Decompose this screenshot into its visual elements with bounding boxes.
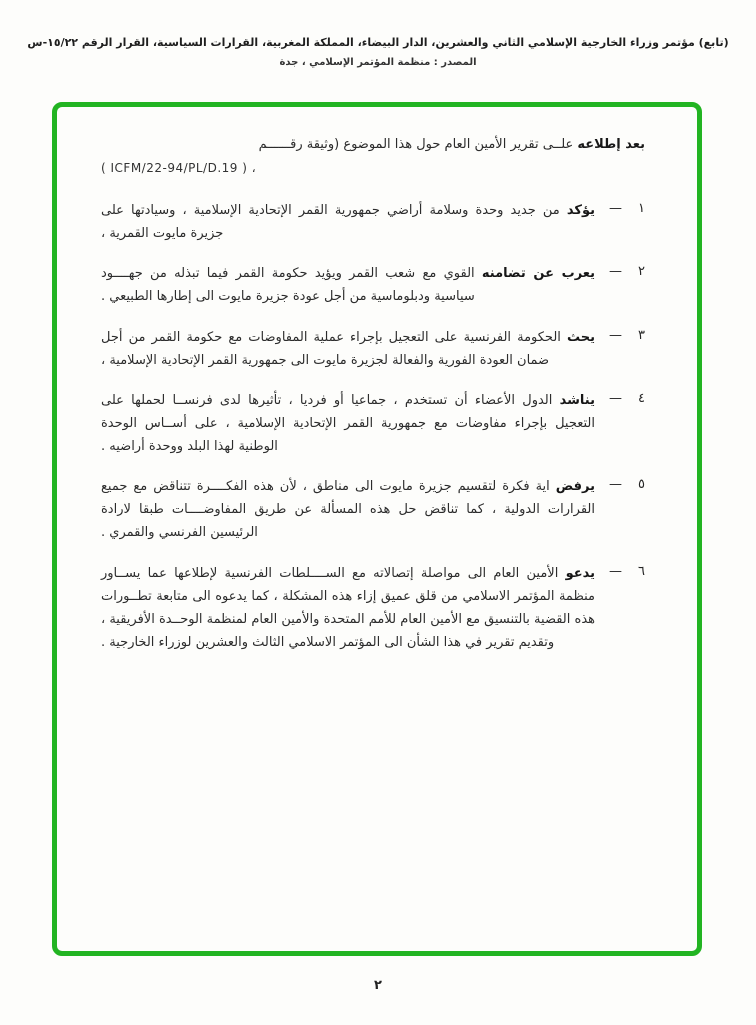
header-source: المصدر : منظمة المؤتمر الإسلامي ، جدة	[279, 57, 477, 68]
item-dash: —	[609, 477, 622, 493]
item-dash: —	[609, 563, 622, 579]
item-lead: يحث	[566, 329, 595, 345]
item-lead: يناشد	[559, 392, 595, 408]
resolution-item-4	[101, 389, 645, 458]
item-text	[101, 326, 595, 372]
item-number	[609, 199, 645, 245]
highlight-frame	[52, 102, 702, 956]
item-dash: —	[609, 390, 622, 406]
item-number-value: ١	[638, 201, 645, 217]
item-number	[609, 262, 645, 308]
intro-text: علــى تقرير الأمين العام حول هذا الموضوع (وثيقة رقــــــم	[258, 137, 574, 152]
item-number-value: ٤	[638, 390, 645, 406]
page-number: ٢	[374, 978, 382, 993]
item-lead: يؤكد	[566, 203, 595, 219]
item-number	[609, 562, 645, 655]
header-title: (تابع) مؤتمر وزراء الخارجية الإسلامي الثاني والعشرين، الدار البيضاء، المملكة المغربية، القرارات السياسية، القرار الرقم ١٥/٢٢-س	[27, 36, 729, 49]
item-body: اية فكرة لتقسيم جزيرة مايوت الى مناطق ، لأن هذه الفكــــرة تتناقض مع جميع القرارات الدولية ، كما تناقض حل هذه المسألة عن طريق المفاوضــــات طبقا لارادة الرئيسين الفرنسي والقمري .	[101, 479, 595, 541]
item-text	[101, 389, 595, 458]
intro-paragraph	[101, 133, 645, 157]
resolution-item-6	[101, 562, 645, 655]
item-dash: —	[609, 327, 622, 343]
item-body: الأمين العام الى مواصلة إتصالاته مع الســــلطات الفرنسية لإطلاعها عما يســاور منظمة المؤتمر الاسلامي من قلق عميق إزاء هذه المشكلة ، كما يدعوه الى متابعة تطــورات هذه القضية بالتنسيق مع الأمين العام للأمم المتحدة والأمين العام لمنظمة الوحــدة الأفريقية ، وتقديم تقرير في هذا الشأن الى المؤتمر الاسلامي الثالث والعشرين لوزراء الخارجية .	[101, 565, 595, 650]
item-number-value: ٦	[638, 563, 645, 579]
resolution-item-3	[101, 326, 645, 372]
resolution-item-5	[101, 475, 645, 544]
item-text	[101, 262, 595, 308]
resolution-body	[101, 133, 645, 671]
resolution-items	[101, 199, 645, 654]
item-body: من جديد وحدة وسلامة أراضي جمهورية القمر الإتحادية الإسلامية ، وسيادتها على جزيرة مايوت القمرية ،	[101, 203, 560, 242]
item-text	[101, 562, 595, 655]
document-header	[20, 36, 736, 68]
item-body: الحكومة الفرنسية على التعجيل بإجراء عملية المفاوضات مع حكومة القمر من أجل ضمان العودة الفورية والفعالة لجزيرة مايوت الى جمهورية القمر الإتحادية الإسلامية ،	[101, 329, 561, 368]
intro-lead: بعد إطلاعه	[577, 137, 645, 152]
item-number	[609, 475, 645, 544]
document-reference: ( ICFM/22-94/PL/D.19 ) ،	[101, 161, 256, 176]
item-number	[609, 326, 645, 372]
item-text	[101, 199, 595, 245]
item-dash: —	[609, 264, 622, 280]
item-lead: يدعو	[565, 565, 595, 581]
item-number-value: ٢	[638, 264, 645, 280]
item-lead: يعرب عن تضامنه	[481, 266, 596, 282]
item-body: القوي مع شعب القمر ويؤيد حكومة القمر فيما تبذله من جهــــود سياسية ودبلوماسية من أجل عودة جزيرة مايوت الى إطارها الطبيعي .	[101, 266, 475, 305]
item-number-value: ٣	[638, 327, 645, 343]
resolution-item-2	[101, 262, 645, 308]
item-body: الدول الأعضاء أن تستخدم ، جماعيا أو فرديا ، تأثيرها لدى فرنســا لحملها على التعجيل بإجراء مفاوضات مع جمهورية القمر الإتحادية الإسلامية ، على أســاس الوحدة الوطنية لهذا البلد ووحدة أراضيه .	[101, 392, 595, 455]
item-number-value: ٥	[638, 477, 645, 493]
item-number	[609, 389, 645, 458]
item-lead: يرفض	[555, 479, 595, 495]
resolution-item-1	[101, 199, 645, 245]
item-dash: —	[609, 201, 622, 217]
item-text	[101, 475, 595, 544]
